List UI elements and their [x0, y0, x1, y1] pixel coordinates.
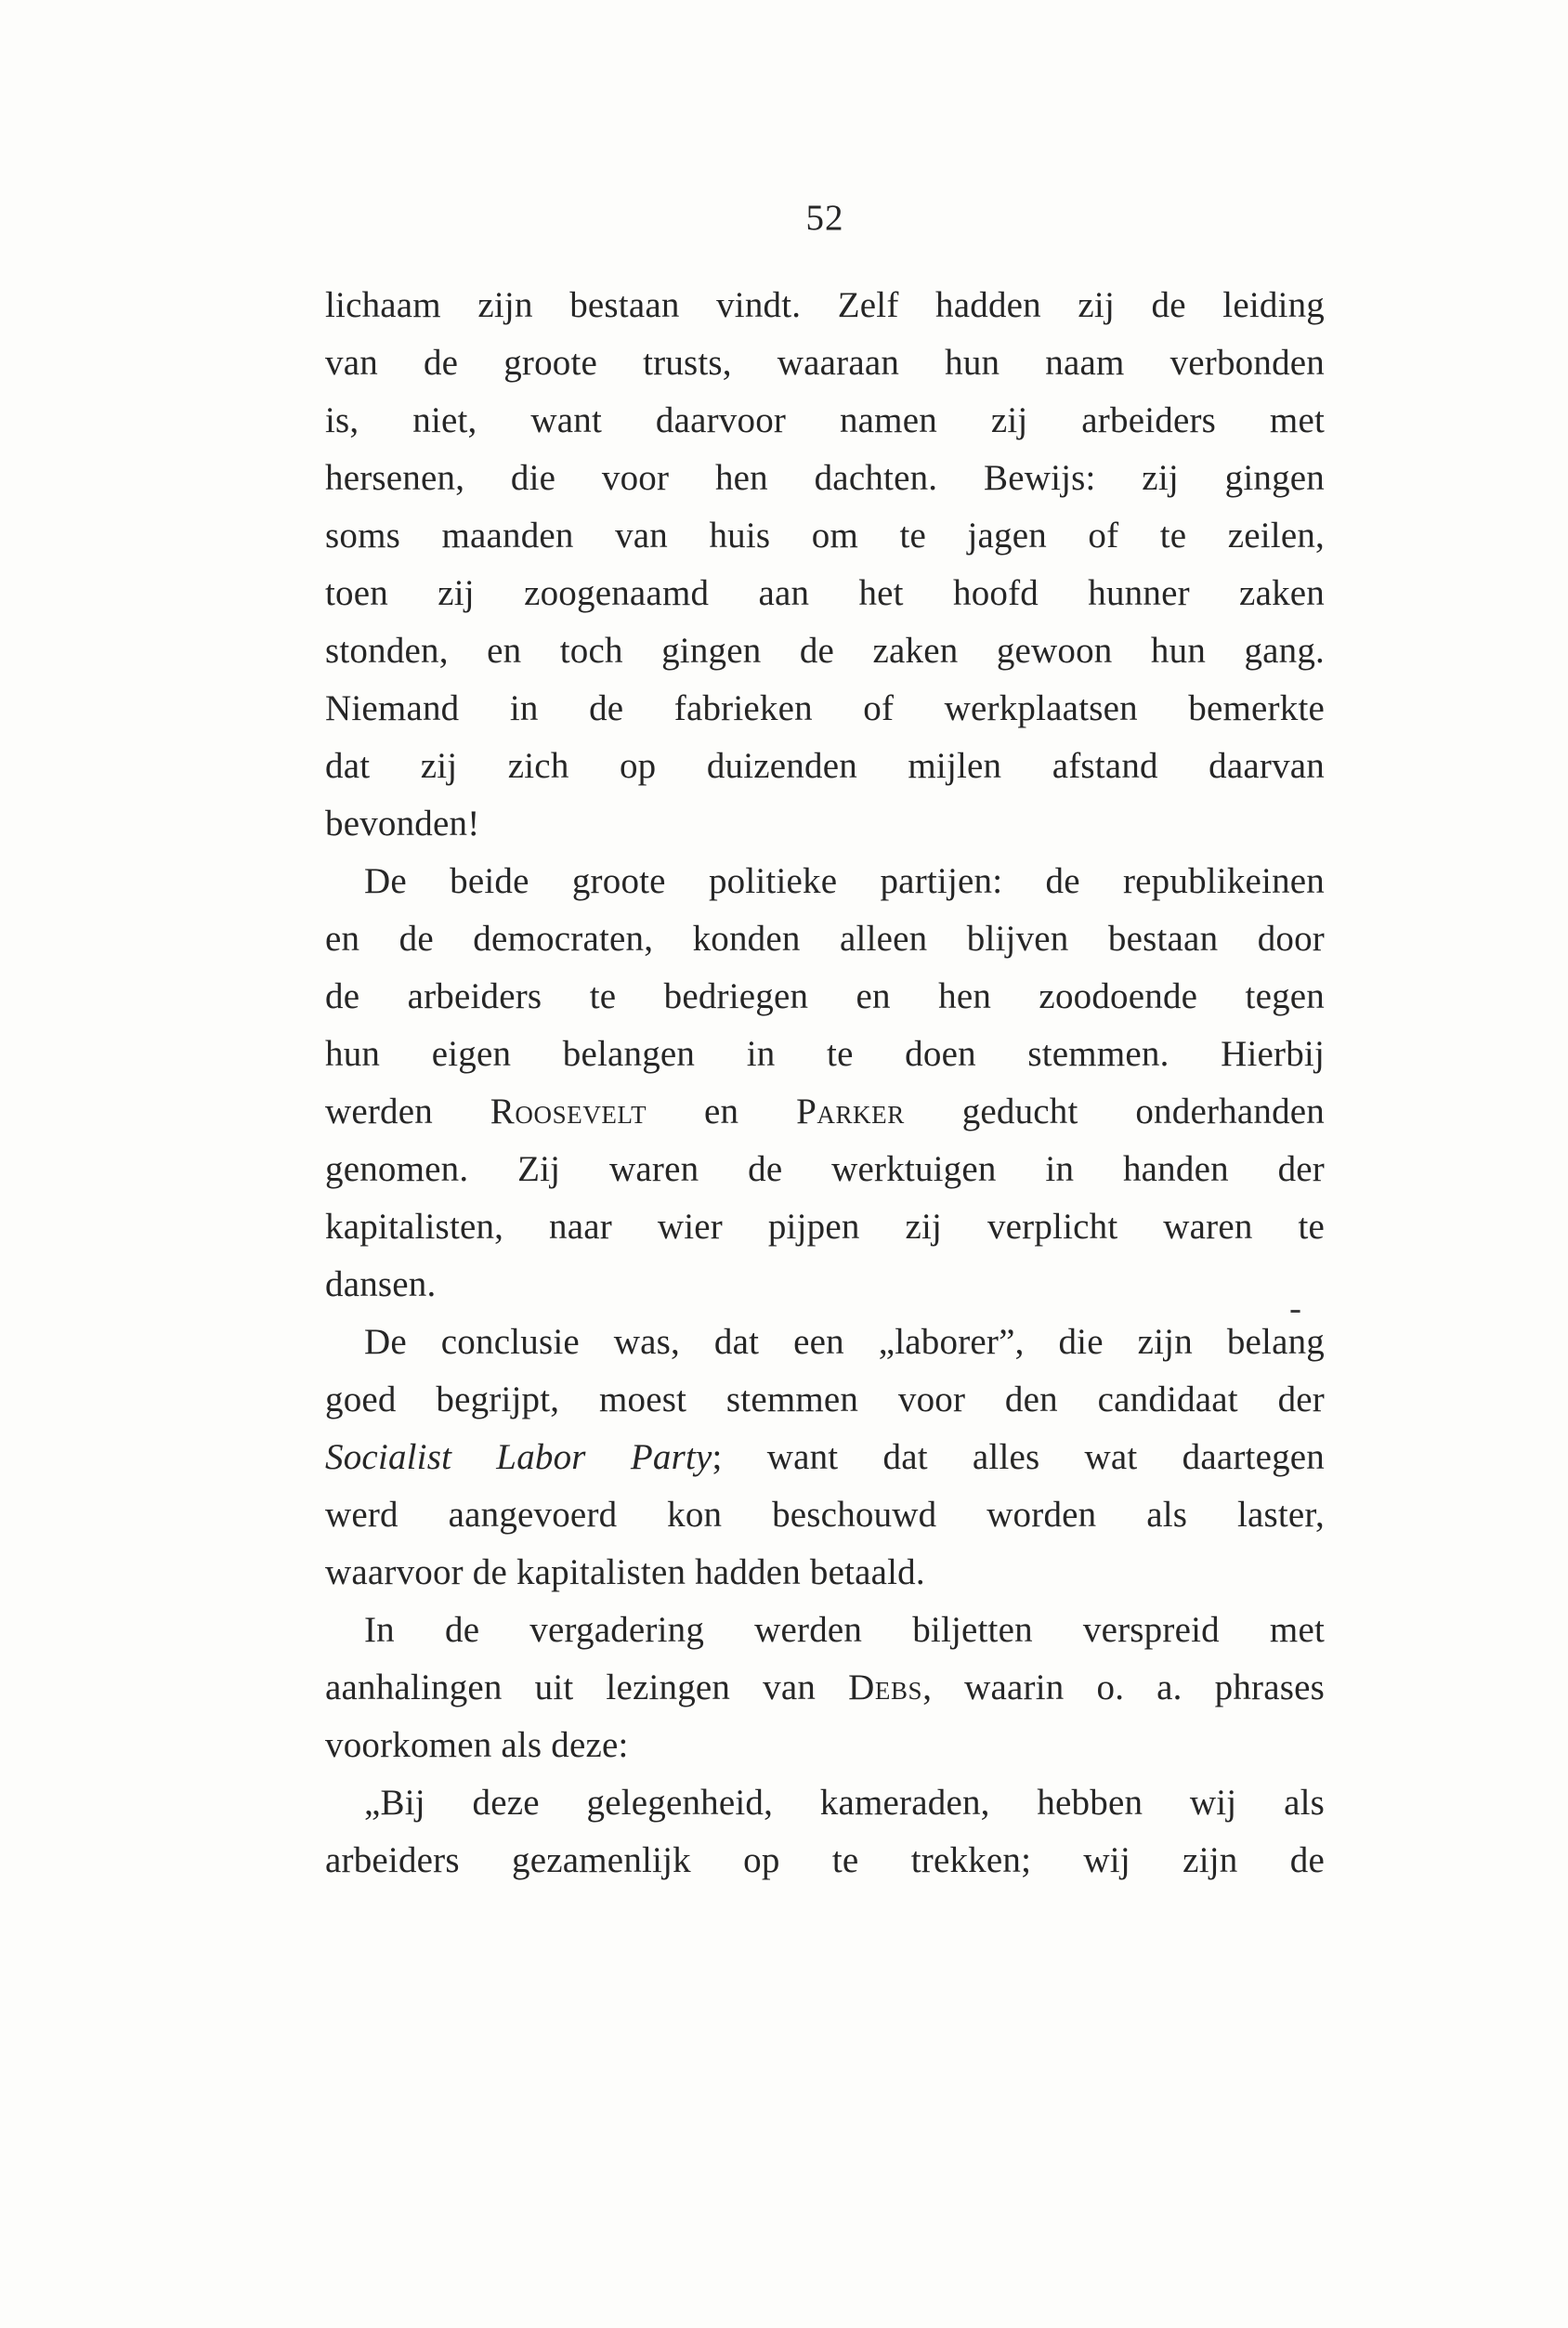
text-segment: „Bij deze gelegenheid, kameraden, hebben wij als — [364, 1783, 1325, 1823]
text-segment: lichaam zijn bestaan vindt. Zelf hadden zij de leiding — [325, 285, 1325, 325]
text-segment: dansen. — [325, 1264, 437, 1304]
text-line — [325, 450, 1325, 507]
text-segment: De conclusie was, dat een „laborer”, die zijn belang — [364, 1322, 1325, 1362]
text-segment: In de vergadering werden biljetten verspreid met — [364, 1610, 1325, 1650]
smallcaps-name: Roosevelt — [490, 1092, 647, 1131]
text-line — [325, 1371, 1325, 1429]
text-segment: en de democraten, konden alleen blijven bestaan door — [325, 919, 1325, 959]
page-number: 52 — [805, 198, 844, 238]
paragraph — [325, 853, 1325, 1314]
text-segment: , waarin o. a. phrases — [922, 1668, 1326, 1707]
text-line — [325, 622, 1325, 680]
text-line — [325, 565, 1325, 622]
text-line — [325, 334, 1325, 392]
text-segment: de arbeiders te bedriegen en hen zoodoende tegen — [325, 976, 1325, 1016]
text-segment: hun eigen belangen in te doen stemmen. Hierbij — [325, 1034, 1325, 1074]
text-segment: hersenen, die voor hen dachten. Bewijs: zij gingen — [325, 458, 1325, 498]
text-segment: De beide groote politieke partijen: de republikeinen — [364, 861, 1325, 901]
text-line — [325, 1717, 1325, 1774]
paragraph — [325, 1314, 1325, 1602]
text-line — [325, 1256, 1325, 1314]
text-line — [325, 795, 1325, 853]
text-line — [325, 680, 1325, 738]
text-segment: ; want dat alles wat daartegen — [712, 1437, 1325, 1477]
text-segment: werd aangevoerd kon beschouwd worden als laster, — [325, 1495, 1325, 1535]
text-segment: geducht onderhanden — [904, 1092, 1325, 1131]
text-line — [325, 910, 1325, 968]
text-segment: is, niet, want daarvoor namen zij arbeiders met — [325, 400, 1325, 440]
text-line — [325, 1659, 1325, 1717]
text-line — [325, 1774, 1325, 1832]
text-segment: stonden, en toch gingen de zaken gewoon hun gang. — [325, 631, 1325, 671]
text-segment: werden — [325, 1092, 490, 1131]
text-line — [325, 738, 1325, 795]
text-segment: kapitalisten, naar wier pijpen zij verplicht waren te — [325, 1207, 1325, 1247]
text-line — [325, 1602, 1325, 1659]
text-segment: voorkomen als deze: — [325, 1725, 629, 1765]
text-line — [325, 1141, 1325, 1198]
text-line — [325, 392, 1325, 450]
text-line — [325, 507, 1325, 565]
text-segment: soms maanden van huis om te jagen of te zeilen, — [325, 516, 1325, 556]
text-segment: genomen. Zij waren de werktuigen in handen der — [325, 1149, 1325, 1189]
scan-artifact-dash: - — [1289, 1288, 1301, 1328]
paragraph — [325, 1774, 1325, 1890]
text-segment: dat zij zich op duizenden mijlen afstand daarvan — [325, 746, 1325, 786]
page-text — [325, 277, 1325, 1890]
text-line — [325, 1544, 1325, 1602]
text-line — [325, 1026, 1325, 1083]
text-line — [325, 1198, 1325, 1256]
smallcaps-name: Debs — [848, 1668, 923, 1707]
text-segment: waarvoor de kapitalisten hadden betaald. — [325, 1552, 925, 1592]
italic-phrase: Socialist Labor Party — [325, 1437, 712, 1477]
paragraph — [325, 1602, 1325, 1774]
text-segment: van de groote trusts, waaraan hun naam verbonden — [325, 343, 1325, 383]
text-line — [325, 853, 1325, 910]
text-line — [325, 968, 1325, 1026]
text-line — [325, 1083, 1325, 1141]
text-segment: arbeiders gezamenlijk op te trekken; wij zijn de — [325, 1840, 1325, 1880]
text-segment: aanhalingen uit lezingen van — [325, 1668, 849, 1707]
paragraph — [325, 277, 1325, 853]
text-line — [325, 1429, 1325, 1486]
text-segment: goed begrijpt, moest stemmen voor den candidaat der — [325, 1380, 1325, 1419]
text-segment: bevonden! — [325, 804, 480, 844]
text-line — [325, 1314, 1325, 1371]
text-line — [325, 1486, 1325, 1544]
text-line — [325, 277, 1325, 334]
text-line — [325, 1832, 1325, 1890]
smallcaps-name: Parker — [796, 1092, 905, 1131]
text-segment: toen zij zoogenaamd aan het hoofd hunner zaken — [325, 573, 1325, 613]
text-segment: Niemand in de fabrieken of werkplaatsen bemerkte — [325, 688, 1325, 728]
text-segment: en — [647, 1092, 797, 1131]
